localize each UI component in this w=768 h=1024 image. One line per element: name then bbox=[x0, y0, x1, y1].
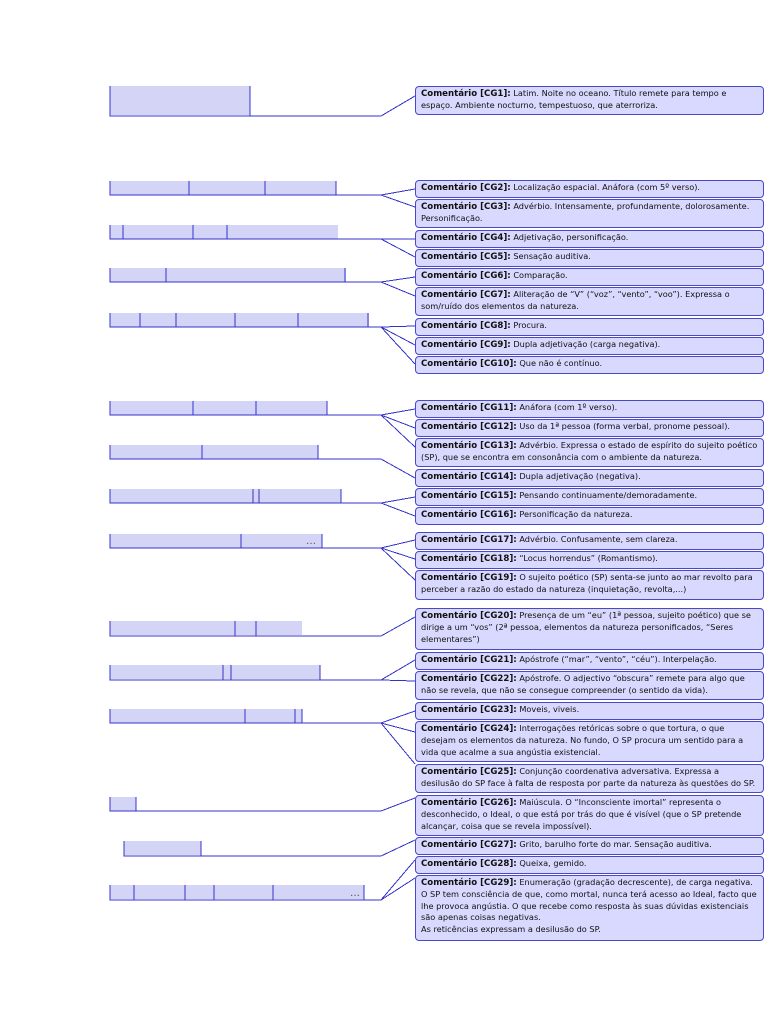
connector-cg6 bbox=[110, 268, 415, 282]
comment-label: Comentário [CG27]: bbox=[421, 840, 517, 850]
connector-cg13 bbox=[381, 415, 415, 447]
comment-cg12[interactable] bbox=[415, 419, 764, 437]
comment-label: Comentário [CG5]: bbox=[421, 252, 511, 262]
comment-cg6[interactable] bbox=[415, 268, 764, 286]
comment-text: Grito, barulho forte do mar. Sensação auditiva. bbox=[519, 839, 712, 849]
comment-label: Comentário [CG25]: bbox=[421, 767, 517, 777]
connector-cg28 bbox=[110, 860, 415, 900]
comment-label: Comentário [CG12]: bbox=[421, 422, 517, 432]
comment-cg26[interactable] bbox=[415, 795, 764, 836]
connector-cg1 bbox=[110, 86, 415, 116]
comment-label: Comentário [CG17]: bbox=[421, 535, 517, 545]
connector-cg7 bbox=[381, 282, 415, 296]
comment-label: Comentário [CG8]: bbox=[421, 321, 511, 331]
comment-text: Advérbio. Expressa o estado de espírito do sujeito poético (SP), que se encontra em consonância com o ambiente da natureza. bbox=[421, 440, 758, 463]
comment-text: Uso da 1ª pessoa (forma verbal, pronome pessoal). bbox=[519, 421, 730, 431]
comment-label: Comentário [CG3]: bbox=[421, 202, 511, 212]
comment-text-extra: As reticências expressam a desilusão do SP. bbox=[421, 923, 601, 934]
comment-cg7[interactable] bbox=[415, 287, 764, 316]
comment-text: Maiúscula. O “Inconsciente imortal” representa o desconhecido, o Ideal, o que está por trás do que é visível (que o SP pretende alcançar, coisa que se revela impossível). bbox=[421, 797, 742, 831]
ellipsis-line-17: … bbox=[306, 536, 317, 547]
comment-text: Comparação. bbox=[513, 270, 568, 280]
comment-text: Interrogações retóricas sobre o que tortura, o que desejam os elementos da natureza. No fundo, O SP procura um sentido para a vida que acalme a sua angústia existencial. bbox=[421, 723, 744, 757]
comment-text: “Locus horrendus” (Romantismo). bbox=[519, 553, 658, 563]
connector-cg14 bbox=[110, 445, 415, 478]
comment-cg3[interactable] bbox=[415, 199, 764, 228]
comment-text: Advérbio. Confusamente, sem clareza. bbox=[519, 534, 678, 544]
connector-cg25 bbox=[381, 723, 415, 764]
connector-cg22 bbox=[381, 680, 415, 681]
comment-text: Apóstrofe. O adjectivo “obscura” remete para algo que não se revela, que não se consegue compreender (o sentido da vida). bbox=[421, 673, 745, 696]
comment-cg10[interactable] bbox=[415, 356, 764, 374]
connector-cg19 bbox=[381, 548, 415, 580]
comment-cg5[interactable] bbox=[415, 249, 764, 267]
comment-label: Comentário [CG7]: bbox=[421, 290, 511, 300]
comment-text: O sujeito poético (SP) senta-se junto ao mar revolto para perceber a razão do estado da natureza (inquietação, revolta,...) bbox=[421, 572, 753, 595]
connector-cg17 bbox=[110, 534, 415, 548]
connector-cg4 bbox=[110, 225, 415, 239]
comment-cg16[interactable] bbox=[415, 507, 764, 525]
connector-cg3 bbox=[381, 195, 415, 207]
connector-cg16 bbox=[381, 503, 415, 516]
comment-cg11[interactable] bbox=[415, 400, 764, 418]
connector-cg10 bbox=[381, 327, 415, 364]
comment-cg4[interactable] bbox=[415, 230, 764, 248]
connector-cg9 bbox=[381, 327, 415, 345]
comment-cg28[interactable] bbox=[415, 856, 764, 874]
comment-text: Aliteração de “V” (“voz”, “vento”, “voo”). Expressa o som/ruído dos elementos da natureza. bbox=[421, 289, 730, 312]
comment-cg2[interactable] bbox=[415, 180, 764, 198]
connector-cg21 bbox=[110, 660, 415, 680]
comment-text: Procura. bbox=[513, 320, 548, 330]
comment-text: Presença de um “eu” (1ª pessoa, sujeito poético) que se dirige a um “vos” (2ª pessoa, elementos da natureza personificados, “Seres elementares”) bbox=[421, 610, 751, 644]
comment-text: Enumeração (gradação decrescente), de carga negativa. O SP tem consciência de que, como mortal, nunca terá acesso ao Ideal, facto que lhe provoca angústia. O que recebe como resposta às suas dúvidas existenciais são apenas coisas negativas. bbox=[421, 877, 757, 923]
comment-label: Comentário [CG2]: bbox=[421, 183, 511, 193]
comment-text: Apóstrofe (“mar”, “vento”, “céu”). Interpelação. bbox=[519, 654, 717, 664]
comment-text: Conjunção coordenativa adversativa. Expressa a desilusão do SP face à falta de resposta por parte da natureza às questões do SP. bbox=[421, 766, 756, 789]
comment-label: Comentário [CG11]: bbox=[421, 403, 517, 413]
comment-text: Advérbio. Intensamente, profundamente, dolorosamente. Personificação. bbox=[421, 201, 750, 224]
connector-cg27 bbox=[124, 840, 415, 856]
comment-label: Comentário [CG10]: bbox=[421, 359, 517, 369]
comment-text: Anáfora (com 1º verso). bbox=[519, 402, 618, 412]
comment-label: Comentário [CG15]: bbox=[421, 491, 517, 501]
comment-text: Latim. Noite no oceano. Título remete para tempo e espaço. Ambiente nocturno, tempestuoso, que aterroriza. bbox=[421, 88, 727, 111]
comment-cg14[interactable] bbox=[415, 469, 764, 487]
comment-label: Comentário [CG22]: bbox=[421, 674, 517, 684]
comment-text: Localização espacial. Anáfora (com 5º verso). bbox=[513, 182, 701, 192]
comment-cg22[interactable] bbox=[415, 671, 764, 700]
comment-label: Comentário [CG19]: bbox=[421, 573, 517, 583]
comment-label: Comentário [CG23]: bbox=[421, 705, 517, 715]
comment-cg27[interactable] bbox=[415, 837, 764, 855]
comment-label: Comentário [CG6]: bbox=[421, 271, 511, 281]
comment-label: Comentário [CG24]: bbox=[421, 724, 517, 734]
connector-cg23 bbox=[110, 709, 415, 723]
comment-cg8[interactable] bbox=[415, 318, 764, 336]
connector-cg26 bbox=[110, 797, 415, 811]
comment-text: Dupla adjetivação (carga negativa). bbox=[513, 339, 661, 349]
comment-label: Comentário [CG18]: bbox=[421, 554, 517, 564]
connector-cg18 bbox=[381, 548, 415, 559]
comment-text: Dupla adjetivação (negativa). bbox=[519, 471, 641, 481]
connector-cg2 bbox=[110, 181, 415, 195]
comment-label: Comentário [CG4]: bbox=[421, 233, 511, 243]
comment-label: Comentário [CG9]: bbox=[421, 340, 511, 350]
comment-label: Comentário [CG26]: bbox=[421, 798, 517, 808]
connector-cg11 bbox=[110, 401, 415, 415]
comment-label: Comentário [CG16]: bbox=[421, 510, 517, 520]
comment-text: Pensando continuamente/demoradamente. bbox=[519, 490, 698, 500]
comment-cg23[interactable] bbox=[415, 702, 764, 720]
comment-text: Adjetivação, personificação. bbox=[513, 232, 629, 242]
ellipsis-line-29: … bbox=[350, 888, 361, 899]
comment-cg25[interactable] bbox=[415, 764, 764, 793]
comment-label: Comentário [CG29]: bbox=[421, 878, 517, 888]
comment-text: Queixa, gemido. bbox=[519, 858, 587, 868]
comment-cg1[interactable] bbox=[415, 86, 764, 115]
comment-cg9[interactable] bbox=[415, 337, 764, 355]
comment-text: Sensação auditiva. bbox=[513, 251, 591, 261]
comment-label: Comentário [CG20]: bbox=[421, 611, 517, 621]
comment-label: Comentário [CG1]: bbox=[421, 89, 511, 99]
comment-cg13[interactable] bbox=[415, 438, 764, 467]
comment-cg24[interactable] bbox=[415, 721, 764, 762]
connector-cg8 bbox=[110, 313, 415, 327]
comment-cg15[interactable] bbox=[415, 488, 764, 506]
connector-cg24 bbox=[381, 723, 415, 732]
comment-cg17[interactable] bbox=[415, 532, 764, 550]
comment-cg18[interactable] bbox=[415, 551, 764, 569]
comment-label: Comentário [CG14]: bbox=[421, 472, 517, 482]
comment-label: Comentário [CG28]: bbox=[421, 859, 517, 869]
comment-text: Personificação da natureza. bbox=[519, 509, 633, 519]
comment-cg20[interactable] bbox=[415, 608, 764, 650]
comment-label: Comentário [CG13]: bbox=[421, 441, 517, 451]
comment-label: Comentário [CG21]: bbox=[421, 655, 517, 665]
comment-text: Moveis, viveis. bbox=[519, 704, 580, 714]
comment-cg19[interactable] bbox=[415, 570, 764, 600]
connector-cg29 bbox=[381, 878, 415, 900]
connector-cg5 bbox=[381, 239, 415, 257]
connector-cg12 bbox=[381, 415, 415, 428]
comment-text: Que não é contínuo. bbox=[519, 358, 603, 368]
connector-cg15 bbox=[110, 489, 415, 503]
comment-cg21[interactable] bbox=[415, 652, 764, 670]
connector-cg20 bbox=[110, 617, 415, 636]
comment-cg29[interactable] bbox=[415, 875, 764, 941]
